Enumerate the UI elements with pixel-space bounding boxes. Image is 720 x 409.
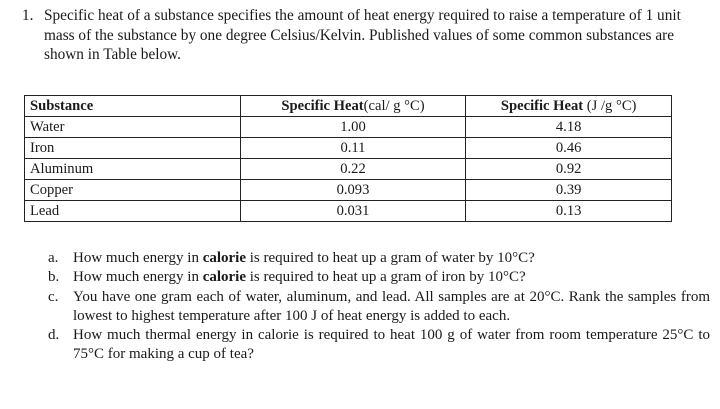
substance-cell: Lead — [25, 201, 241, 222]
substance-cell: Iron — [25, 138, 241, 159]
table-row — [25, 180, 672, 201]
subquestion-d — [48, 326, 710, 365]
header-unit: (J /g °C) — [583, 98, 637, 114]
substance-cell: Water — [25, 117, 241, 138]
subquestion-text — [73, 288, 710, 327]
subquestion-text — [73, 268, 710, 287]
cal-value-cell: 1.00 — [240, 117, 466, 138]
subquestion-text — [73, 249, 710, 268]
joule-value-cell: 0.92 — [466, 159, 672, 180]
text-part: How much energy in — [73, 269, 203, 286]
question-text: Specific heat of a substance specifies the amount of heat energy required to raise a temperature of 1 unit mass of the substance by one degree Celsius/Kelvin. Published values of some common substances are shown in Table below. — [44, 7, 681, 63]
question-number: 1. — [22, 7, 34, 24]
header-label: Substance — [30, 98, 94, 114]
text-part: is required to heat up a gram of water by 10°C? — [246, 250, 535, 266]
cal-value-cell: 0.11 — [240, 138, 466, 159]
header-substance — [25, 96, 241, 117]
subquestion-b — [48, 268, 710, 287]
header-label: Specific Heat — [500, 98, 584, 114]
substance-cell: Copper — [25, 180, 241, 201]
header-specific-heat-joule — [466, 96, 672, 117]
cal-value-cell: 0.031 — [240, 201, 466, 222]
emphasis-text: calorie — [202, 250, 247, 266]
joule-value-cell: 0.13 — [466, 201, 672, 222]
table-row — [25, 159, 672, 180]
header-label: Specific Heat — [281, 98, 364, 114]
table-row — [25, 138, 672, 159]
joule-value-cell: 0.46 — [466, 138, 672, 159]
text-part: is required to heat up a gram of iron by 10°C? — [246, 269, 526, 286]
subquestion-c — [48, 288, 710, 327]
subquestion-a — [48, 249, 710, 268]
subquestion-label: c. — [48, 288, 59, 305]
subquestion-list — [48, 249, 710, 365]
emphasis-text: calorie — [202, 269, 247, 286]
cal-value-cell: 0.22 — [240, 159, 466, 180]
cal-value-cell: 0.093 — [240, 180, 466, 201]
text-part: You have one gram each of water, aluminum, and lead. All samples are at 20°C. Rank the samples from lowest to highest temperature after 100 J of heat energy is added to each. — [73, 288, 710, 324]
subquestion-label: d. — [48, 327, 60, 344]
subquestion-label: b. — [48, 269, 60, 286]
table-row — [25, 117, 672, 138]
header-unit: (cal/ g °C) — [363, 98, 425, 114]
substance-cell: Aluminum — [25, 159, 241, 180]
subquestion-label: a. — [48, 250, 59, 266]
text-part: How much thermal energy in calorie is required to heat 100 g of water from room temperature 25°C to 75°C for making a cup of tea? — [73, 327, 710, 363]
subquestion-text — [73, 326, 710, 365]
table-row — [25, 201, 672, 222]
table-header-row — [25, 96, 672, 117]
question-1 — [22, 6, 702, 65]
specific-heat-table — [24, 95, 672, 222]
header-specific-heat-cal — [240, 96, 466, 117]
joule-value-cell: 4.18 — [466, 117, 672, 138]
text-part: How much energy in — [73, 250, 203, 266]
joule-value-cell: 0.39 — [466, 180, 672, 201]
